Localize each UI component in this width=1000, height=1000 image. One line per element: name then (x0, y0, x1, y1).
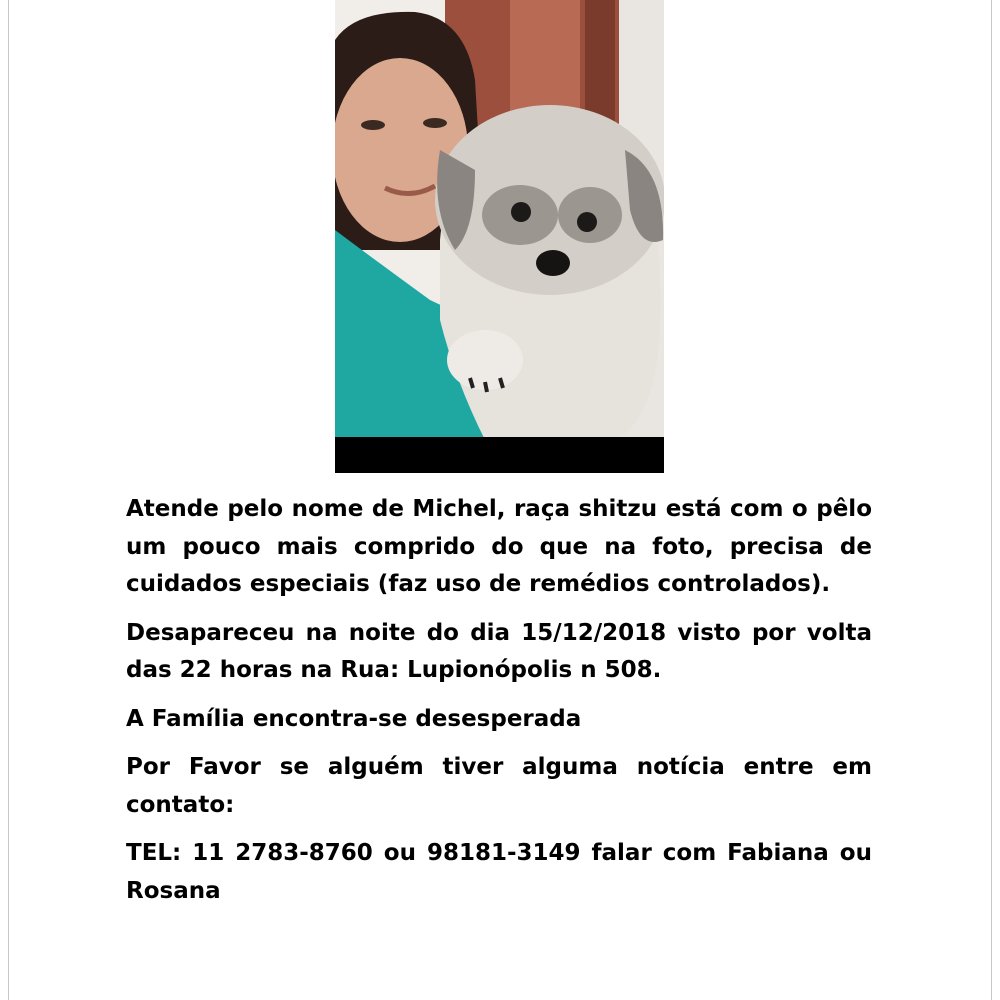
family-paragraph: A Família encontra-se desesperada (126, 705, 582, 732)
dog-description-paragraph: Atende pelo nome de Michel, raça shitzu está com o pêlo um pouco mais comprido do que na foto, precisa de cuidados especiais (faz uso de remédios controlados). (126, 496, 872, 597)
dog-paw (447, 330, 523, 390)
page-border-right (991, 0, 992, 1000)
page-border-left (8, 0, 9, 1000)
missing-dog-photo (335, 0, 664, 473)
dog-eye (511, 202, 531, 222)
dog-eye (577, 212, 597, 232)
contact-request-paragraph: Por Favor se alguém tiver alguma notícia entre em contato: (126, 754, 872, 818)
woman-holding-dog-illustration (335, 0, 664, 473)
dog-nose (536, 250, 570, 276)
photo-black-band (335, 437, 664, 473)
poster-text (126, 491, 872, 921)
phone-contact-paragraph: TEL: 11 2783-8760 ou 98181-3149 falar com Fabiana ou Rosana (126, 840, 872, 904)
disappearance-paragraph: Desapareceu na noite do dia 15/12/2018 visto por volta das 22 horas na Rua: Lupionópolis n 508. (126, 619, 872, 683)
